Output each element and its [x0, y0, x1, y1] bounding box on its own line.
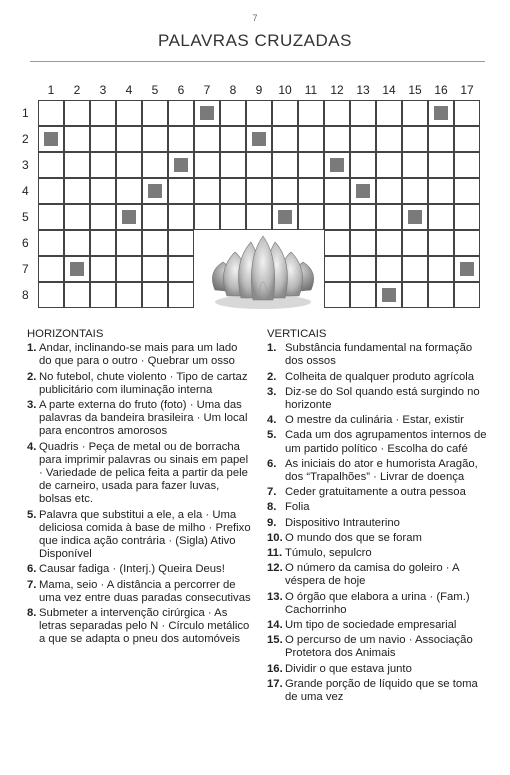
- clue-number: 2.: [27, 370, 37, 383]
- page-number: 7: [252, 13, 258, 23]
- clue-number: 14.: [267, 619, 283, 632]
- clue-text: Submeter a intervenção cirúrgica · As letras separadas pelo N · Círculo metálico a que se adapta o pneu dos automóveis: [39, 607, 250, 646]
- row-label: 3: [22, 158, 29, 172]
- grid-cell[interactable]: [454, 152, 480, 178]
- grid-cell[interactable]: [116, 256, 142, 282]
- clue-number: 4.: [27, 440, 37, 453]
- horizontal-clue: [27, 342, 253, 368]
- grid-cell[interactable]: [194, 126, 220, 152]
- grid-cell[interactable]: [376, 100, 402, 126]
- column-labels: [38, 83, 480, 97]
- column-label: 4: [125, 83, 133, 97]
- column-label: 8: [229, 83, 237, 97]
- grid-cell[interactable]: [142, 282, 168, 308]
- grid-cell[interactable]: [324, 230, 350, 256]
- grid-cell[interactable]: [402, 100, 428, 126]
- grid-cell[interactable]: [90, 152, 116, 178]
- vertical-clue: [267, 517, 489, 530]
- grid-cell[interactable]: [194, 178, 220, 204]
- vertical-clue-list: [267, 342, 489, 704]
- clue-text: A parte externa do fruto (foto) · Uma das palavras da bandeira brasileira · Um local para encontros amorosos: [39, 399, 248, 438]
- grid-cell[interactable]: [298, 178, 324, 204]
- grid-cell[interactable]: [64, 230, 90, 256]
- grid-cell[interactable]: [376, 256, 402, 282]
- grid-cell[interactable]: [116, 126, 142, 152]
- grid-cell[interactable]: [324, 256, 350, 282]
- grid-cell[interactable]: [350, 282, 376, 308]
- clue-text: Dividir o que estava junto: [285, 662, 412, 675]
- grid-cell[interactable]: [324, 178, 350, 204]
- column-label: 3: [99, 83, 107, 97]
- grid-cell[interactable]: [220, 204, 246, 230]
- grid-cell[interactable]: [428, 178, 454, 204]
- horizontal-clue: [27, 607, 253, 647]
- column-label: 7: [203, 83, 211, 97]
- grid-cell[interactable]: [376, 204, 402, 230]
- column-label: 13: [356, 83, 370, 97]
- horizontal-clue: [27, 399, 253, 439]
- grid-cell[interactable]: [350, 256, 376, 282]
- grid-cell[interactable]: [428, 230, 454, 256]
- clue-number: 15.: [267, 634, 283, 647]
- column-label: 9: [255, 83, 263, 97]
- grid-cell[interactable]: [324, 204, 350, 230]
- grid-cell[interactable]: [454, 100, 480, 126]
- clue-number: 7.: [267, 486, 277, 499]
- clue-text: O percurso de um navio · Associação Protetora dos Animais: [285, 634, 473, 660]
- grid-cell[interactable]: [168, 100, 194, 126]
- grid-cell[interactable]: [168, 256, 194, 282]
- clue-text: O mundo dos que se foram: [285, 531, 422, 544]
- grid-cell[interactable]: [350, 152, 376, 178]
- grid-cell[interactable]: [272, 152, 298, 178]
- grid-cell[interactable]: [142, 230, 168, 256]
- horizontal-clue: [27, 441, 253, 507]
- grid-cell[interactable]: [298, 126, 324, 152]
- grid-cell[interactable]: [38, 178, 64, 204]
- black-cell: [402, 204, 428, 230]
- vertical-clue: [267, 342, 489, 368]
- grid-cell[interactable]: [64, 100, 90, 126]
- clue-text: Túmulo, sepulcro: [285, 547, 372, 560]
- black-cell: [272, 204, 298, 230]
- grid-cell[interactable]: [90, 256, 116, 282]
- grid-cell[interactable]: [298, 100, 324, 126]
- clue-text: Ceder gratuitamente a outra pessoa: [285, 486, 466, 499]
- vertical-clue: [267, 562, 489, 588]
- clue-number: 17.: [267, 677, 283, 690]
- grid-cell[interactable]: [220, 152, 246, 178]
- grid-cell[interactable]: [142, 126, 168, 152]
- clue-text: Folia: [285, 501, 310, 514]
- grid-cell[interactable]: [64, 282, 90, 308]
- vertical-clue: [267, 678, 489, 704]
- vertical-clues: [267, 328, 489, 706]
- clue-number: 8.: [27, 607, 37, 620]
- grid-cell[interactable]: [116, 100, 142, 126]
- clue-number: 1.: [267, 342, 277, 355]
- grid-cell[interactable]: [402, 152, 428, 178]
- clue-number: 8.: [267, 501, 277, 514]
- grid-cell[interactable]: [376, 230, 402, 256]
- title-divider: [30, 61, 485, 62]
- grid-cell[interactable]: [116, 152, 142, 178]
- grid-cell[interactable]: [454, 178, 480, 204]
- grid-cell[interactable]: [376, 178, 402, 204]
- clue-number: 4.: [267, 414, 277, 427]
- black-cell: [454, 256, 480, 282]
- vertical-clue: [267, 371, 489, 384]
- grid-cell[interactable]: [402, 178, 428, 204]
- grid-cell[interactable]: [194, 204, 220, 230]
- clue-number: 3.: [27, 399, 37, 412]
- grid-cell[interactable]: [402, 230, 428, 256]
- row-label: 5: [22, 210, 29, 224]
- grid-cell[interactable]: [116, 178, 142, 204]
- grid-cell[interactable]: [324, 100, 350, 126]
- vertical-clue: [267, 501, 489, 514]
- grid-cell[interactable]: [38, 204, 64, 230]
- grid-cell[interactable]: [142, 204, 168, 230]
- grid-cell[interactable]: [168, 282, 194, 308]
- grid-cell[interactable]: [168, 204, 194, 230]
- grid-cell[interactable]: [116, 282, 142, 308]
- clue-number: 9.: [267, 516, 277, 529]
- grid-cell[interactable]: [90, 282, 116, 308]
- grid-cell[interactable]: [64, 178, 90, 204]
- black-cell: [246, 126, 272, 152]
- black-cell: [350, 178, 376, 204]
- grid-cell[interactable]: [220, 100, 246, 126]
- row-labels: [22, 100, 36, 308]
- grid-cell[interactable]: [350, 100, 376, 126]
- black-cell: [142, 178, 168, 204]
- clue-text: Diz-se do Sol quando está surgindo no horizonte: [285, 385, 480, 412]
- grid-cell[interactable]: [246, 204, 272, 230]
- grid-cell[interactable]: [168, 178, 194, 204]
- row-label: 6: [22, 236, 29, 250]
- horizontal-clue-list: [27, 342, 253, 646]
- vertical-clue: [267, 414, 489, 427]
- grid-cell[interactable]: [428, 152, 454, 178]
- grid-cell[interactable]: [220, 126, 246, 152]
- clue-number: 2.: [267, 370, 277, 383]
- grid-cell[interactable]: [298, 204, 324, 230]
- vertical-clue: [267, 486, 489, 499]
- grid-cell[interactable]: [324, 282, 350, 308]
- vertical-clue: [267, 429, 489, 455]
- clue-number: 10.: [267, 531, 283, 544]
- black-cell: [64, 256, 90, 282]
- grid-cell[interactable]: [64, 204, 90, 230]
- horizontal-clue: [27, 371, 253, 397]
- clue-text: As iniciais do ator e humorista Aragão, dos “Trapalhões” · Livrar de doença: [285, 457, 478, 484]
- black-cell: [324, 152, 350, 178]
- clue-number: 3.: [267, 385, 277, 398]
- column-label: 15: [408, 83, 422, 97]
- clue-text: Dispositivo Intrauterino: [285, 516, 400, 529]
- column-label: 1: [47, 83, 55, 97]
- grid-cell[interactable]: [38, 230, 64, 256]
- column-label: 2: [73, 83, 81, 97]
- clue-number: 5.: [267, 429, 277, 442]
- grid-cell[interactable]: [90, 126, 116, 152]
- grid-cell[interactable]: [402, 282, 428, 308]
- column-label: 5: [151, 83, 159, 97]
- grid-cell[interactable]: [38, 282, 64, 308]
- clue-text: O órgão que elabora a urina · (Fam.) Cachorrinho: [285, 590, 470, 616]
- grid-cell[interactable]: [168, 230, 194, 256]
- horizontal-clues-heading: HORIZONTAIS: [27, 328, 104, 340]
- black-cell: [38, 126, 64, 152]
- clue-text: Grande porção de líquido que se toma de uma vez: [285, 677, 478, 704]
- grid-cell[interactable]: [142, 152, 168, 178]
- clue-text: No futebol, chute violento · Tipo de cartaz publicitário com iluminação interna: [39, 370, 248, 396]
- column-label: 14: [382, 83, 396, 97]
- clue-text: O mestre da culinária · Estar, existir: [285, 414, 464, 427]
- horizontal-clues: [27, 328, 253, 649]
- grid-cell[interactable]: [38, 152, 64, 178]
- column-label: 16: [434, 83, 448, 97]
- grid-cell[interactable]: [90, 204, 116, 230]
- tangerine-photo: [201, 232, 325, 310]
- black-cell: [428, 100, 454, 126]
- grid-cell[interactable]: [402, 126, 428, 152]
- grid-cell[interactable]: [142, 100, 168, 126]
- column-label: 17: [460, 83, 474, 97]
- clue-text: Colheita de qualquer produto agrícola: [285, 370, 475, 383]
- clue-text: O número da camisa do goleiro · A véspera de hoje: [285, 562, 459, 588]
- grid-cell[interactable]: [272, 100, 298, 126]
- grid-cell[interactable]: [350, 204, 376, 230]
- grid-cell[interactable]: [454, 126, 480, 152]
- grid-cell[interactable]: [272, 126, 298, 152]
- clue-number: 5.: [27, 508, 37, 521]
- grid-cell[interactable]: [246, 178, 272, 204]
- clue-text: Um tipo de sociedade empresarial: [285, 619, 457, 632]
- grid-cell[interactable]: [90, 100, 116, 126]
- grid-cell[interactable]: [90, 178, 116, 204]
- vertical-clue: [267, 634, 489, 660]
- grid-cell[interactable]: [428, 282, 454, 308]
- grid-cell[interactable]: [428, 256, 454, 282]
- grid-cell[interactable]: [350, 126, 376, 152]
- clue-text: Causar fadiga · (Interj.) Queira Deus!: [39, 563, 225, 576]
- grid-cell[interactable]: [454, 230, 480, 256]
- grid-cell[interactable]: [246, 152, 272, 178]
- vertical-clue: [267, 663, 489, 676]
- clue-text: Cada um dos agrupamentos internos de um partido político · Escolha do café: [285, 429, 487, 455]
- clue-text: Quadris · Peça de metal ou de borracha para imprimir palavras ou sinais em papel · Variedade de pelica feita a partir da pele de carneiro, usada para fazer luvas, bolsas etc.: [39, 440, 249, 506]
- grid-cell[interactable]: [454, 282, 480, 308]
- grid-cell[interactable]: [64, 152, 90, 178]
- vertical-clue: [267, 619, 489, 632]
- black-cell: [194, 100, 220, 126]
- clue-number: 1.: [27, 342, 37, 355]
- clue-text: Mama, seio · A distância a percorrer de uma vez entre duas paradas consecutivas: [39, 578, 251, 604]
- horizontal-clue: [27, 509, 253, 562]
- black-cell: [376, 282, 402, 308]
- grid-cell[interactable]: [350, 230, 376, 256]
- vertical-clue: [267, 532, 489, 545]
- grid-cell[interactable]: [402, 256, 428, 282]
- grid-cell[interactable]: [220, 178, 246, 204]
- clue-text: Andar, inclinando-se mais para um lado do que para o outro · Quebrar um osso: [39, 342, 238, 368]
- vertical-clue: [267, 458, 489, 484]
- clue-number: 6.: [267, 457, 277, 470]
- clue-number: 6.: [27, 563, 37, 576]
- column-label: 11: [304, 83, 318, 97]
- grid-cell[interactable]: [246, 100, 272, 126]
- clue-number: 13.: [267, 590, 283, 603]
- column-label: 12: [330, 83, 344, 97]
- vertical-clue: [267, 591, 489, 617]
- clue-text: Substância fundamental na formação dos ossos: [285, 342, 473, 368]
- grid-cell[interactable]: [38, 256, 64, 282]
- row-label: 7: [22, 262, 29, 276]
- grid-cell[interactable]: [428, 126, 454, 152]
- clue-number: 11.: [267, 547, 283, 560]
- vertical-clue: [267, 547, 489, 560]
- grid-cell[interactable]: [298, 152, 324, 178]
- page-title: PALAVRAS CRUZADAS: [158, 31, 352, 50]
- row-label: 1: [22, 106, 29, 120]
- horizontal-clue: [27, 579, 253, 605]
- grid-cell[interactable]: [376, 152, 402, 178]
- grid-cell[interactable]: [116, 230, 142, 256]
- column-label: 6: [177, 83, 185, 97]
- clue-number: 12.: [267, 562, 283, 575]
- black-cell: [116, 204, 142, 230]
- row-label: 2: [22, 132, 29, 146]
- row-label: 8: [22, 288, 29, 302]
- grid-cell[interactable]: [64, 126, 90, 152]
- clue-text: Palavra que substitui a ele, a ela · Uma deliciosa comida à base de milho · Prefixo que indica ação contrária · (Sigla) Ativo Disponível: [39, 508, 251, 561]
- clue-number: 16.: [267, 662, 283, 675]
- vertical-clues-heading: VERTICAIS: [267, 328, 327, 340]
- grid-cell[interactable]: [324, 126, 350, 152]
- grid-cell[interactable]: [428, 204, 454, 230]
- grid-cell[interactable]: [38, 100, 64, 126]
- grid-cell[interactable]: [376, 126, 402, 152]
- grid-cell[interactable]: [194, 152, 220, 178]
- grid-cell[interactable]: [454, 204, 480, 230]
- black-cell: [168, 152, 194, 178]
- vertical-clue: [267, 386, 489, 412]
- grid-cell[interactable]: [272, 178, 298, 204]
- column-label: 10: [278, 83, 292, 97]
- grid-cell[interactable]: [90, 230, 116, 256]
- horizontal-clue: [27, 563, 253, 576]
- row-label: 4: [22, 184, 29, 198]
- grid-cell[interactable]: [168, 126, 194, 152]
- clue-number: 7.: [27, 578, 37, 591]
- grid-cell[interactable]: [142, 256, 168, 282]
